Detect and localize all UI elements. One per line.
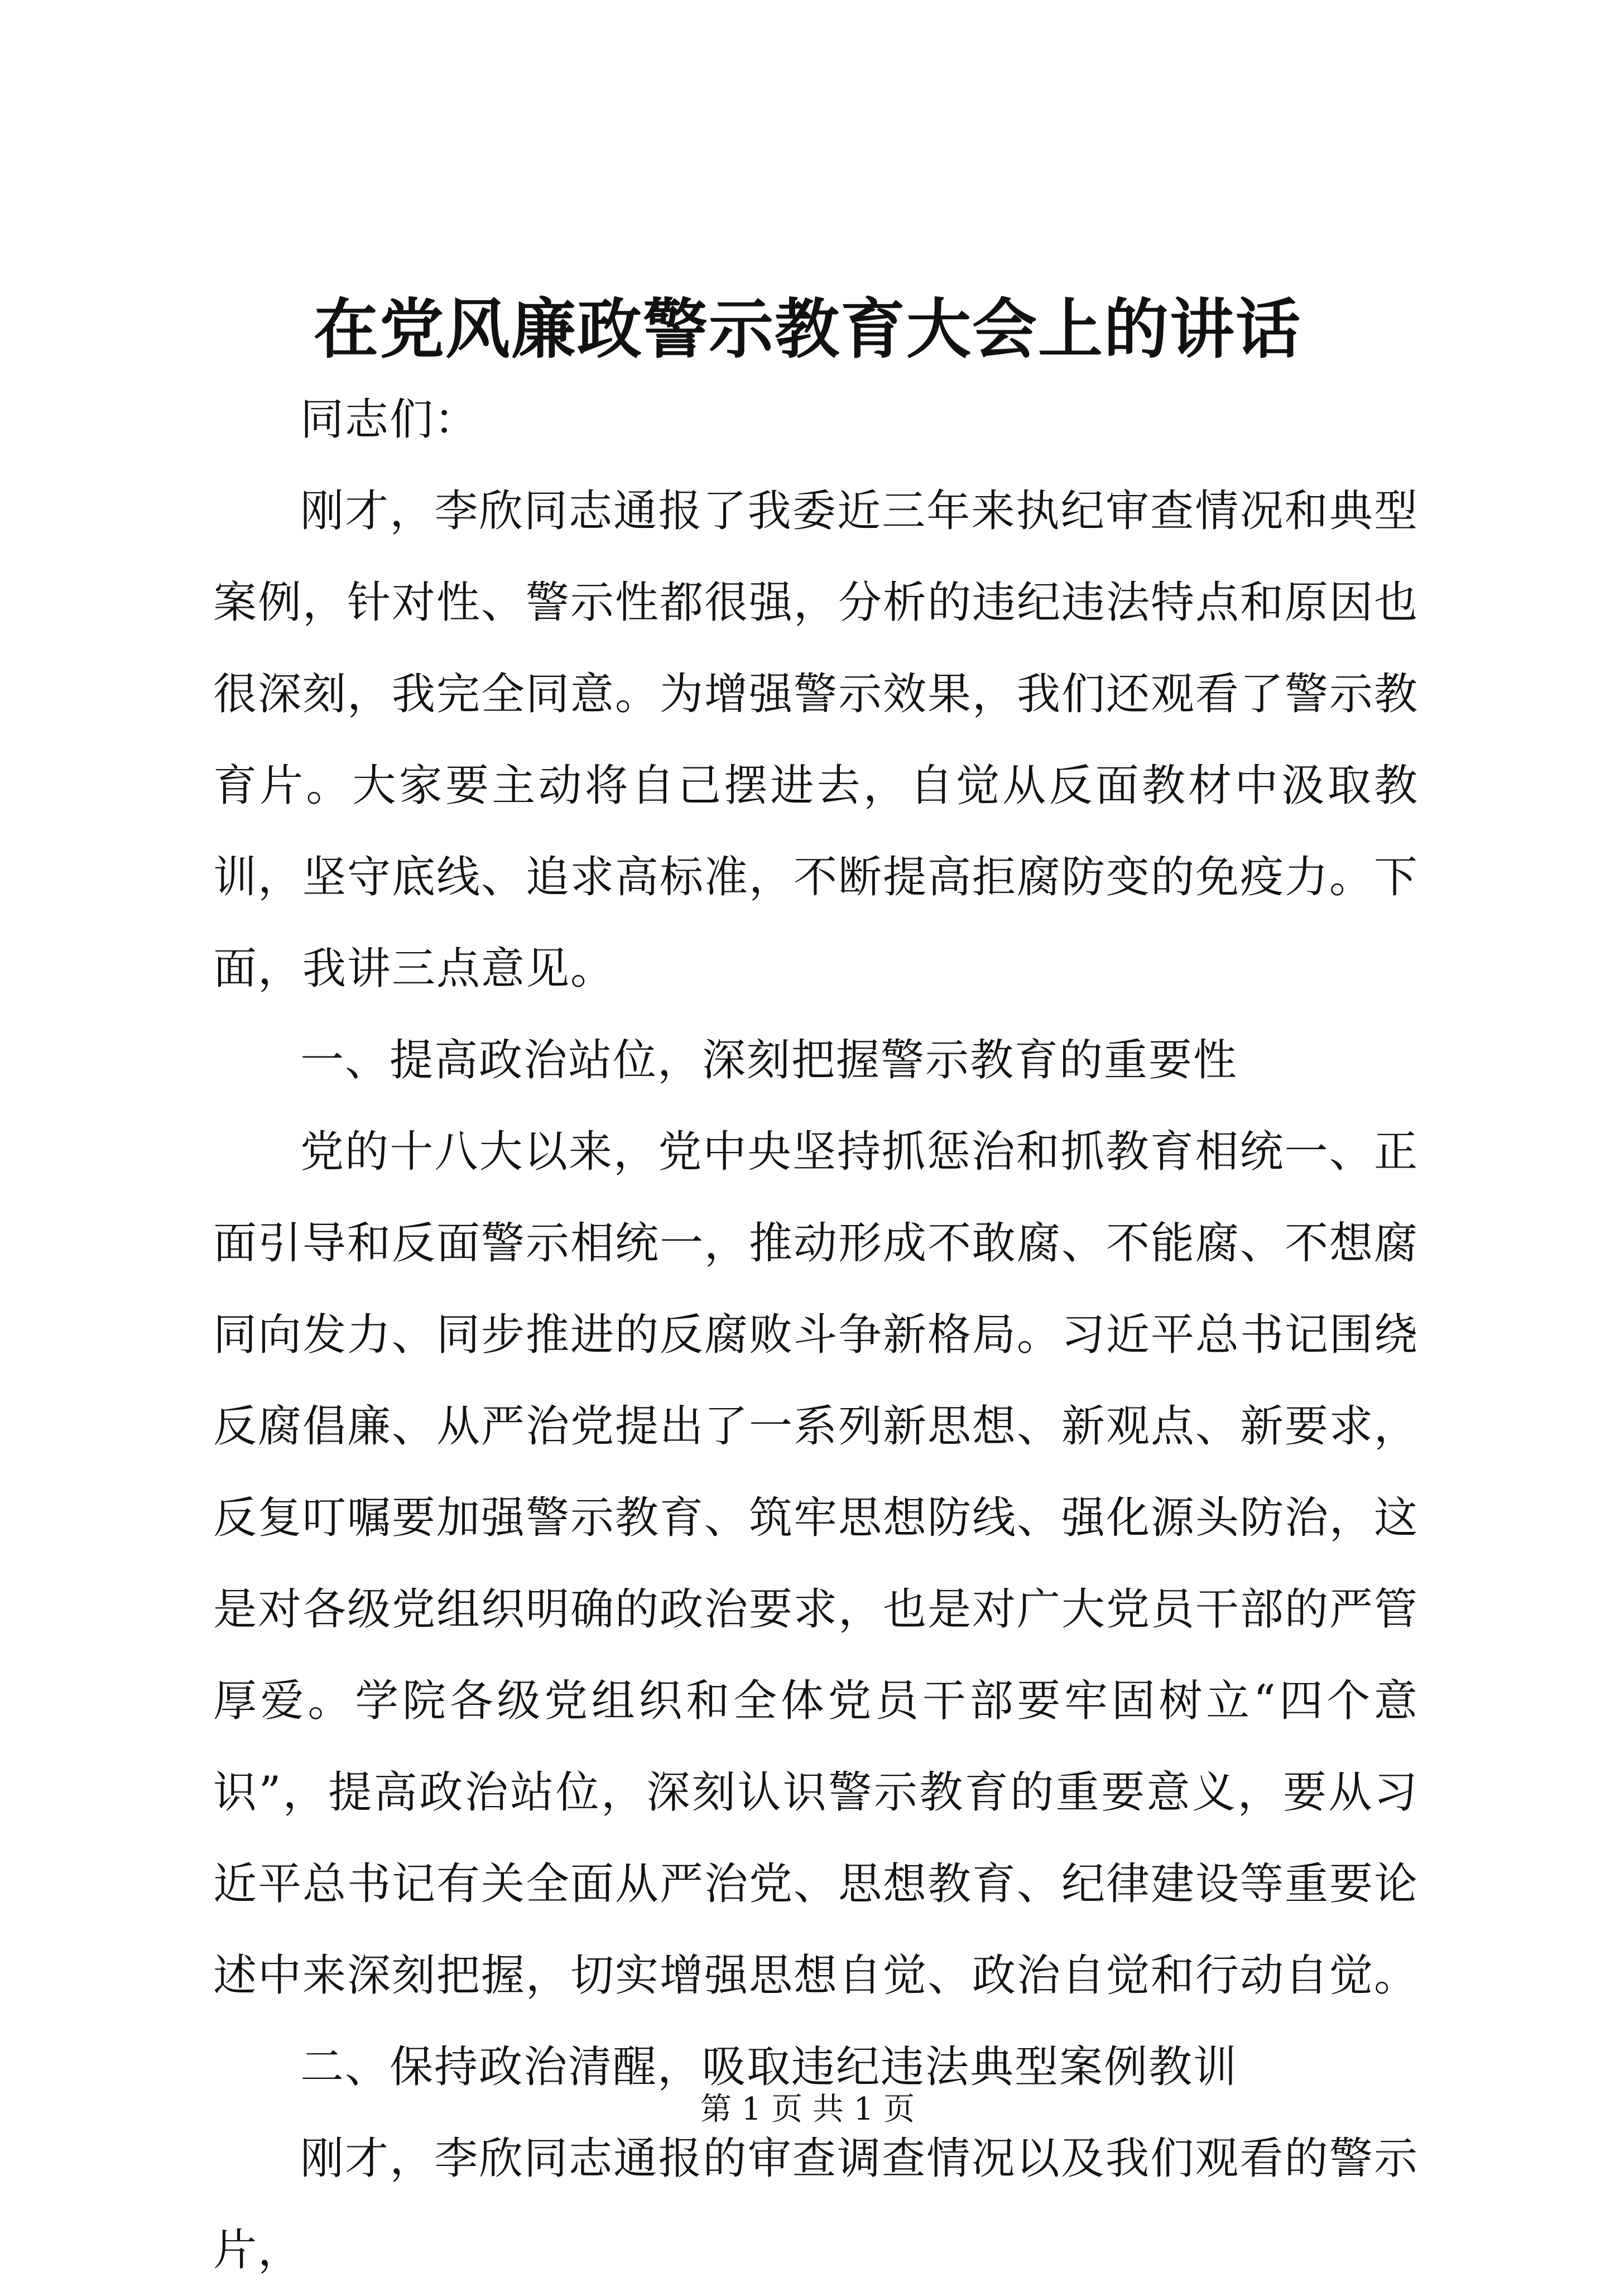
document-title: 在党风廉政警示教育大会上的讲话: [314, 291, 1301, 367]
section-heading-2: 二、保持政治清醒，吸取违纪违法典型案例教训: [300, 2042, 1238, 2092]
section-heading-1: 一、提高政治站位，深刻把握警示教育的重要性: [300, 1035, 1238, 1085]
intro-paragraph: 刚才，李欣同志通报了我委近三年来执纪审查情况和典型案例，针对性、警示性都很强，分析的违纪违法特点和原因也很深刻，我完全同意。为增强警示效果，我们还观看了警示教育片。大家要主动将自己摆进去，自觉从反面教材中汲取教训，坚守底线、追求高标准，不断提高拒腐防变的免疫力。下面，我讲三点意见。: [213, 486, 1419, 994]
section-1-paragraph: 党的十八大以来，党中央坚持抓惩治和抓教育相统一、正面引导和反面警示相统一，推动形成不敢腐、不能腐、不想腐同向发力、同步推进的反腐败斗争新格局。习近平总书记围绕反腐倡廉、从严治党提出了一系列新思想、新观点、新要求，反复叮嘱要加强警示教育、筑牢思想防线、强化源头防治，这是对各级党组织明确的政治要求，也是对广大党员干部的严管厚爱。学院各级党组织和全体党员干部要牢固树立“四个意识”，提高政治站位，深刻认识警示教育的重要意义，要从习近平总书记有关全面从严治党、思想教育、纪律建设等重要论述中来深刻把握，切实增强思想自觉、政治自觉和行动自觉。: [213, 1127, 1419, 2001]
salutation: 同志们：: [300, 395, 479, 445]
section-2-paragraph: 刚才，李欣同志通报的审查调查情况以及我们观看的警示片，: [213, 2134, 1419, 2275]
page-number-footer: 第 1 页 共 1 页: [700, 2091, 915, 2127]
document-body: [213, 374, 1419, 2296]
